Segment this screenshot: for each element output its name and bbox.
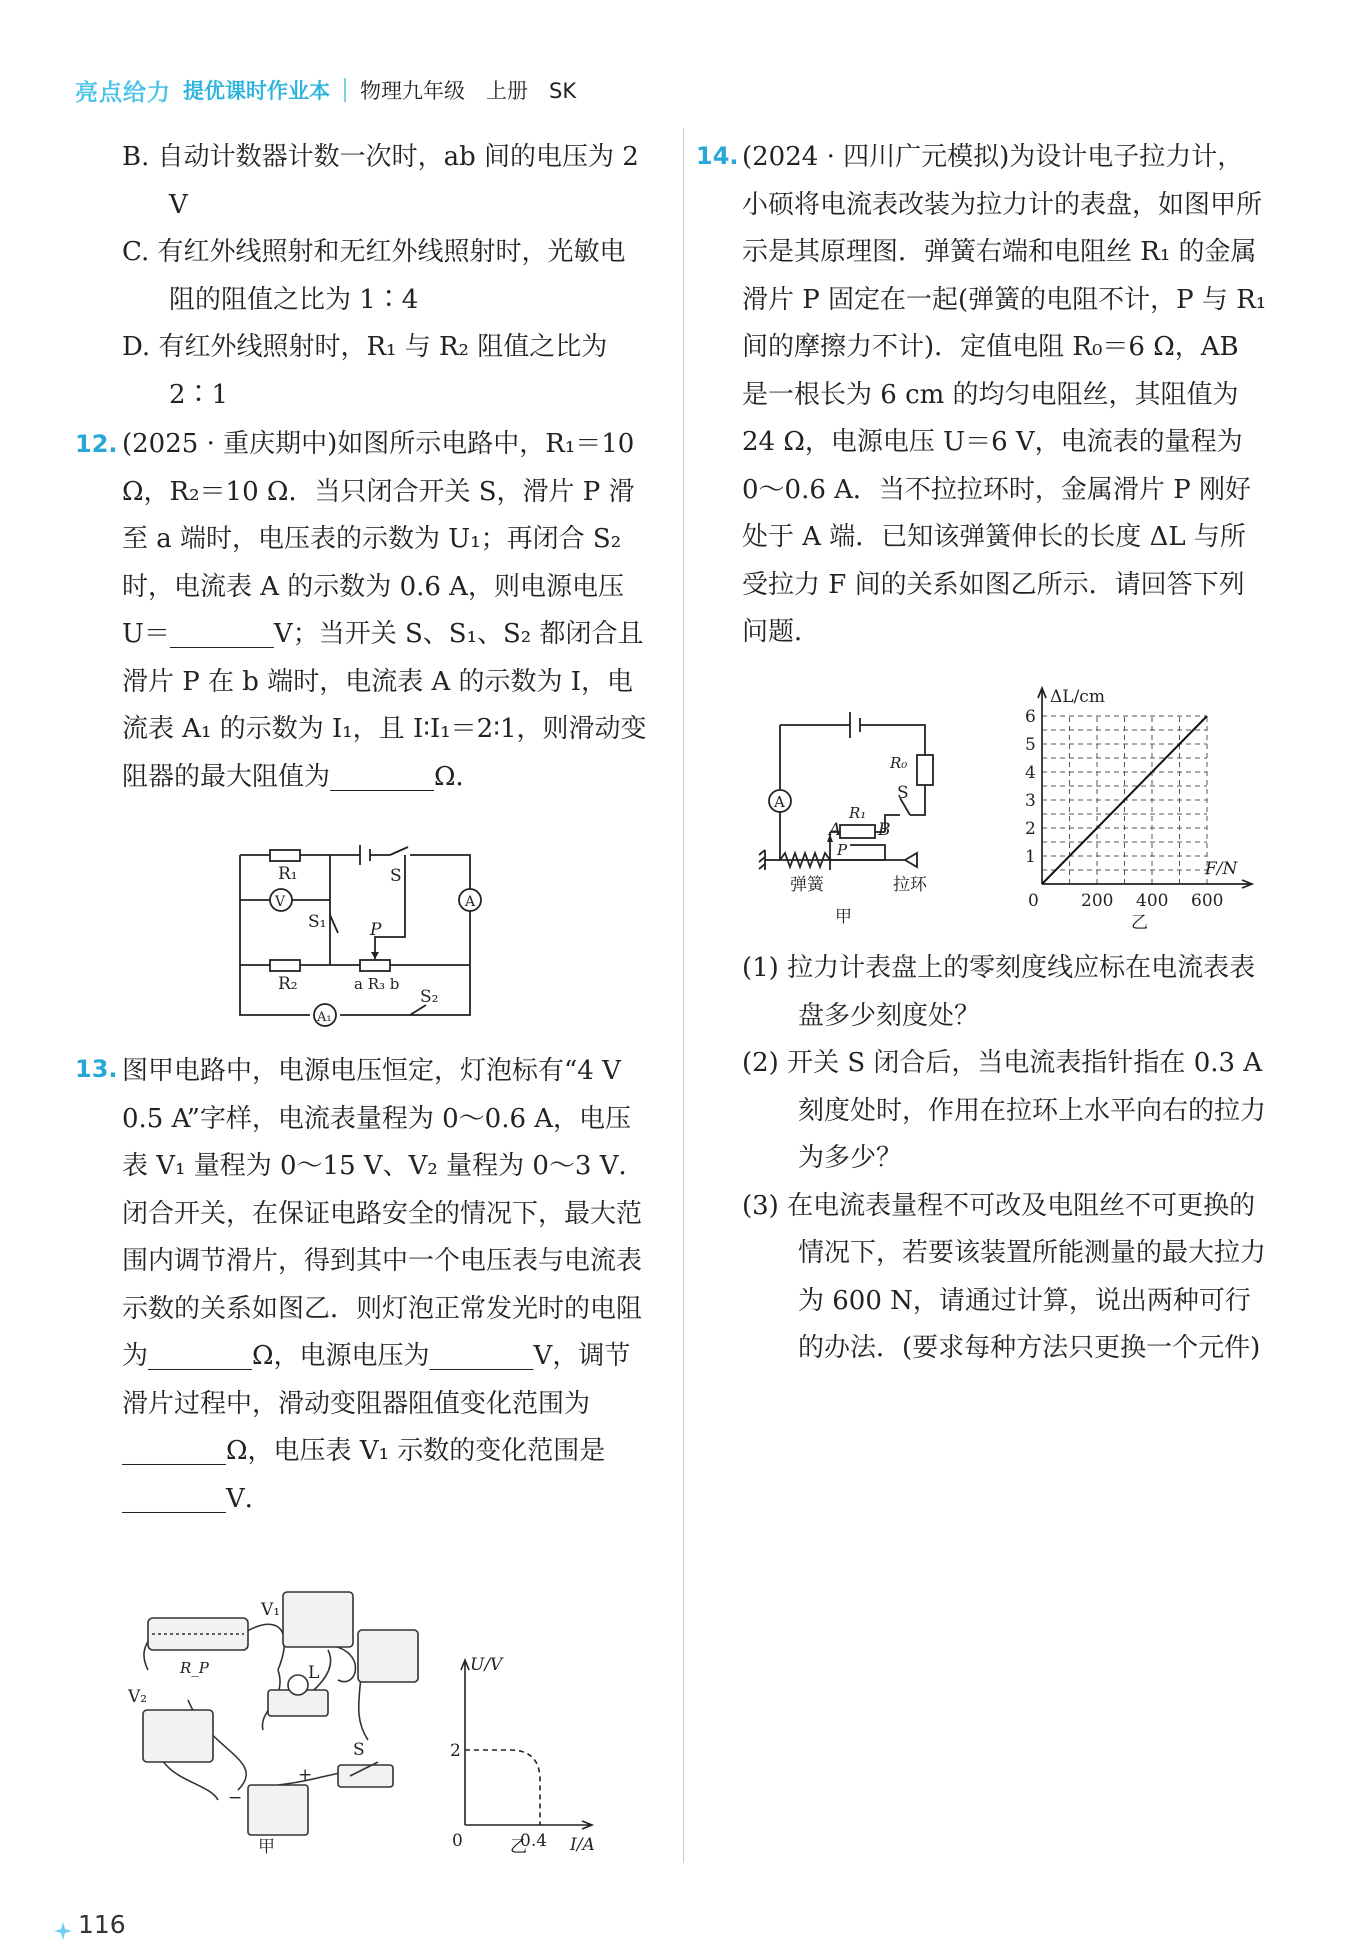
header-divider <box>344 78 346 102</box>
u-axis-label: U/V <box>470 1655 503 1675</box>
r1-label-14: R₁ <box>849 804 867 822</box>
origin-label: 0 <box>452 1831 463 1851</box>
q13-ui-graph <box>440 1650 610 1855</box>
q13-block <box>122 1048 650 1523</box>
ammeter-label-14: A <box>774 793 785 811</box>
x-tick-label: 600 <box>1191 891 1224 911</box>
switch-s2-label: S₂ <box>420 987 439 1007</box>
chart-xlabel: F/N <box>1205 859 1238 879</box>
plus-label: + <box>298 1765 313 1785</box>
x-tick-label: 400 <box>1136 891 1169 911</box>
q14-subquestions <box>742 945 1267 1373</box>
slider-p-label: P <box>370 920 382 940</box>
fig13-yi-label: 乙 <box>510 1837 527 1855</box>
y-tick-label: 2 <box>1025 819 1036 839</box>
minus-label: − <box>228 1788 243 1808</box>
spring-label: 弹簧 <box>790 875 824 895</box>
q14-number: 14. <box>696 142 739 170</box>
lamp-label: L <box>308 1663 320 1683</box>
q13-physical-circuit <box>128 1590 428 1855</box>
column-divider <box>683 128 684 1863</box>
q11-option-c: C. 有红外线照射和无红外线照射时，光敏电阻的阻值之比为 1∶4 <box>122 237 626 315</box>
page-number: 116 <box>78 1910 126 1939</box>
fig14-jia-label: 甲 <box>835 907 852 925</box>
brand-logo: 亮点给力 <box>75 79 171 106</box>
r0-label: R₀ <box>890 754 908 772</box>
x-tick-label: 0 <box>1028 891 1039 911</box>
rheostat-label: R_P <box>180 1659 209 1677</box>
y-tick-label: 1 <box>1025 847 1036 867</box>
right-column <box>742 134 1267 657</box>
switch-s-label-14: S <box>897 783 909 803</box>
q14-deltaL-F-chart <box>1025 682 1270 932</box>
point-a-label: A <box>829 820 842 840</box>
point-b-label: B <box>878 820 891 840</box>
fig14-yi-label: 乙 <box>1131 913 1148 932</box>
q14-sub-2: (2) 开关 S 闭合后，当电流表指针指在 0.3 A 刻度处时，作用在拉环上水平向右的拉力为多少？ <box>742 1048 1267 1173</box>
q11-option-b: B. 自动计数器计数一次时，ab 间的电压为 2 V <box>122 142 639 220</box>
q12-number: 12. <box>75 430 118 458</box>
q14-principle-circuit <box>745 710 960 925</box>
i-axis-label: I/A <box>570 1835 595 1855</box>
y-tick-label: 5 <box>1025 735 1036 755</box>
voltmeter-label: V <box>275 894 286 910</box>
switch-s-label: S <box>390 866 402 886</box>
switch-label: S <box>353 1740 365 1760</box>
q14-text: (2024 · 四川广元模拟)为设计电子拉力计，小硕将电流表改装为拉力计的表盘，如图甲所示是其原理图．弹簧右端和电阻丝 R₁ 的金属滑片 P 固定在一起(弹簧的电阻不计，P 与 R₁ 间的摩擦力不计)．定值电阻 R₀＝6 Ω，AB 是一根长为 6 cm 的均匀电阻丝，其阻值为 24 Ω，电源电压 U＝6 V，电流表的量程为 0～0.6 A．当不拉拉环时，金属滑片 P 刚好处于 A 端．已知该弹簧伸长的长度 ΔL 与所受拉力 F 间的关系如图乙所示．请回答下列问题． <box>742 142 1267 647</box>
r2-label: R₂ <box>278 974 298 994</box>
slider-p-label-14: P <box>837 841 848 859</box>
r1-label: R₁ <box>278 864 298 884</box>
q12-text: (2025 · 重庆期中)如图所示电路中，R₁＝10 Ω，R₂＝10 Ω．当只闭合开关 S，滑片 P 滑至 a 端时，电压表的示数为 U₁；再闭合 S₂ 时，电流表 A 的示数为 0.6 A，则电源电压 U＝________V；当开关 S、S₁、S₂ 都闭合且滑片 P 在 b 端时，电流表 A 的示数为 I，电流表 A₁ 的示数为 I₁，且 I∶I₁＝2∶1，则滑动变阻器的最大阻值为________Ω． <box>122 429 647 792</box>
fig13-jia-label: 甲 <box>258 1837 275 1855</box>
q12-circuit-diagram <box>230 845 490 1045</box>
left-column <box>122 134 650 801</box>
ammeter-a1-label: A₁ <box>317 1010 332 1025</box>
x-tick-label: 200 <box>1081 891 1114 911</box>
series-name: 提优课时作业本 <box>183 79 330 103</box>
v2-label: V₂ <box>128 1687 148 1707</box>
page-header <box>75 70 576 110</box>
q13-text: 图甲电路中，电源电压恒定，灯泡标有“4 V 0.5 A”字样，电流表量程为 0～0.6 A，电压表 V₁ 量程为 0～15 V、V₂ 量程为 0～3 V．闭合开关，在保证电路安全的情况下，最大范围内调节滑片，得到其中一个电压表与电流表示数的关系如图乙．则灯泡正常发光时的电阻为________Ω，电源电压为________V，调节滑片过程中，滑动变阻器阻值变化范围为________Ω，电压表 V₁ 示数的变化范围是________V． <box>122 1056 647 1514</box>
data-line <box>1042 716 1207 884</box>
ammeter-a-label: A <box>465 894 476 910</box>
y-tick-label: 3 <box>1025 791 1036 811</box>
pull-ring-label: 拉环 <box>893 875 927 895</box>
book-title: 物理九年级 上册 SK <box>360 79 577 103</box>
q14-sub-3: (3) 在电流表量程不可改及电阻丝不可更换的情况下，若要该装置所能测量的最大拉力为 600 N，请通过计算，说出两种可行的办法．(要求每种方法只更换一个元件) <box>742 1190 1267 1363</box>
chart-ylabel: ΔL/cm <box>1050 687 1105 707</box>
i-tick-04: 0.4 <box>520 1831 548 1851</box>
q11-option-d: D. 有红外线照射时，R₁ 与 R₂ 阻值之比为 2∶1 <box>122 332 608 410</box>
sparkle-icon <box>54 1922 72 1940</box>
switch-s1-label: S₁ <box>308 912 327 932</box>
r3-label: a R₃ b <box>354 975 400 993</box>
q13-number: 13. <box>75 1055 118 1083</box>
u-tick-2: 2 <box>450 1741 461 1761</box>
y-tick-label: 6 <box>1025 707 1036 727</box>
q14-sub-1: (1) 拉力计表盘上的零刻度线应标在电流表表盘多少刻度处？ <box>742 953 1256 1031</box>
y-tick-label: 4 <box>1025 763 1036 783</box>
v1-label: V₁ <box>261 1600 281 1620</box>
